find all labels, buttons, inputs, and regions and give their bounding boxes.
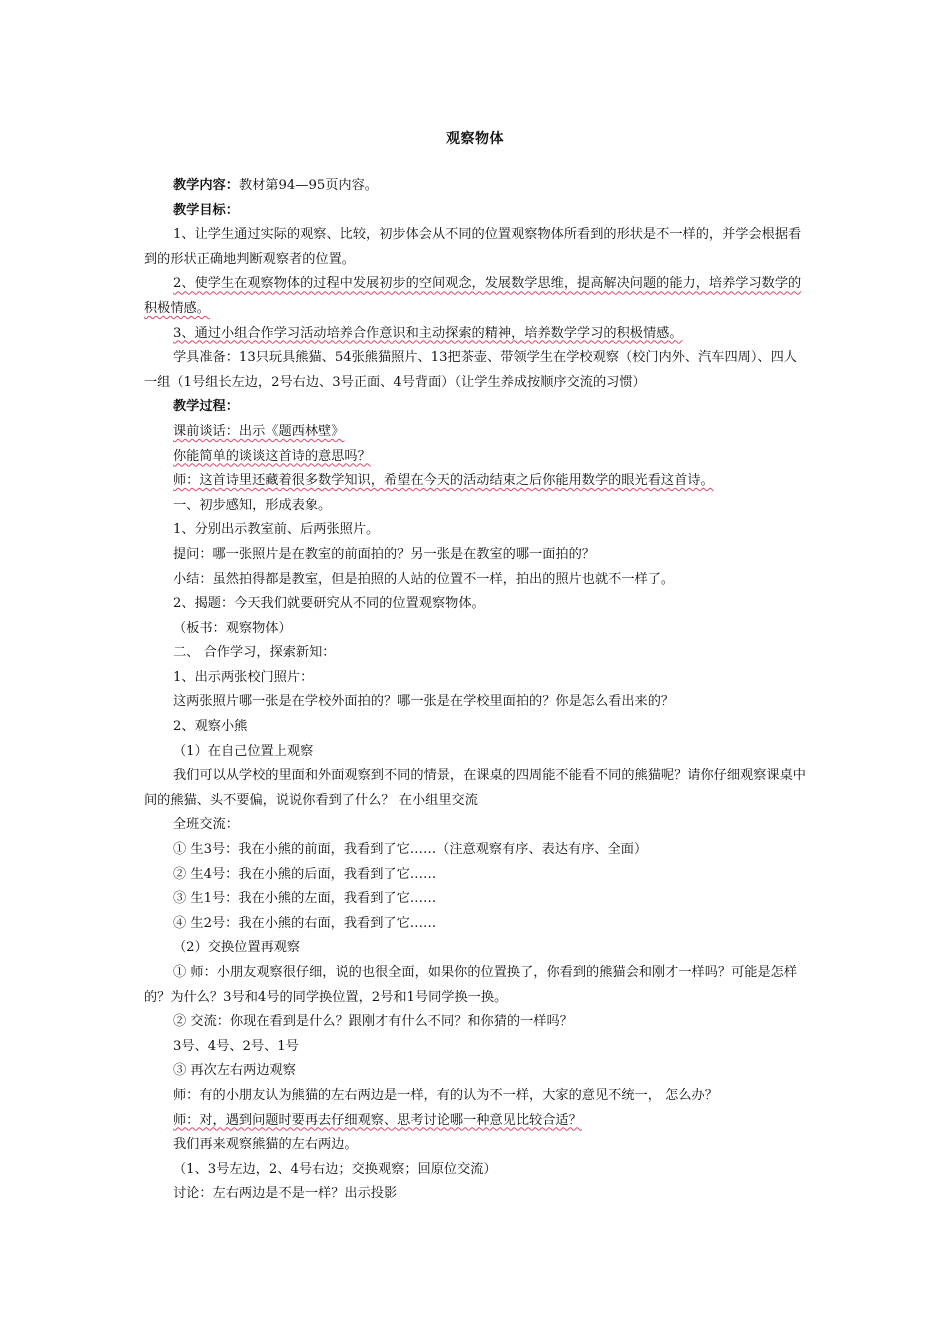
- line-16: ① 生3号：我在小熊的前面，我看到了它……（注意观察有序、表达有序、全面）: [173, 842, 648, 858]
- goal-3: [144, 322, 810, 347]
- goals-heading: 教学目标：: [173, 202, 239, 218]
- goal-3-text: 3、通过小组合作学习活动培养合作意识和主动探索的精神，培养数学学习的积极情感。: [173, 325, 683, 341]
- line-26: 师：对，遇到问题时要再去仔细观察、思考讨论哪一种意见比较合适？: [173, 1112, 582, 1128]
- document-body: [144, 174, 810, 1207]
- line-23: 3号、4号、2号、1号: [173, 1038, 299, 1054]
- line-9: 二、 合作学习，探索新知：: [173, 645, 336, 661]
- goal-2-text: 2、使学生在观察物体的过程中发展初步的空间观念，发展数学思维，提高解决问题的能力，培养学习数学的积极情感。: [144, 276, 802, 316]
- process-heading: 教学过程：: [173, 399, 239, 415]
- line-3: 一、初步感知，形成表象。: [173, 497, 332, 513]
- line-8: （板书：观察物体）: [173, 620, 292, 636]
- line-7: 2、揭题：今天我们就要研究从不同的位置观察物体。: [173, 596, 485, 612]
- line-10: 1、出示两张校门照片：: [173, 669, 314, 685]
- line-24: ③ 再次左右两边观察: [173, 1063, 296, 1079]
- document-title: 观察物体: [446, 131, 504, 147]
- line-2: 师：这首诗里还藏着很多数学知识，希望在今天的活动结束之后你能用数学的眼光看这首诗。: [173, 473, 714, 489]
- goal-2: [144, 272, 810, 321]
- line-28: （1、3号左边，2、4号右边；交换观察；回原位交流）: [173, 1161, 497, 1177]
- line-25: 师：有的小朋友认为熊猫的左右两边是一样，有的认为不一样，大家的意见不统一， 怎么办？: [173, 1087, 718, 1103]
- line-4: 1、分别出示教室前、后两张照片。: [173, 522, 380, 538]
- line-22: ② 交流：你现在看到是什么？跟刚才有什么不同？和你猜的一样吗？: [173, 1014, 573, 1030]
- line-5: 提问：哪一张照片是在教室的前面拍的？另一张是在教室的哪一面拍的？: [173, 546, 595, 562]
- content-label: 教学内容：: [173, 178, 239, 193]
- line-0: 课前谈话：出示《题西林壁》: [173, 423, 345, 439]
- line-19: ④ 生2号：我在小熊的右面，我看到了它……: [173, 915, 437, 931]
- line-13: （1）在自己位置上观察: [173, 743, 314, 759]
- line-17: ② 生4号：我在小熊的后面，我看到了它……: [173, 866, 437, 882]
- line-14: 我们可以从学校的里面和外面观察到不同的情景，在课桌的四周能不能看不同的熊猫呢？请你仔细观察课桌中间的熊猫、头不要偏，说说你看到了什么？ 在小组里交流: [144, 768, 806, 808]
- line-20: （2）交换位置再观察: [173, 940, 301, 956]
- content-text: 教材第94—95页内容。: [238, 178, 378, 193]
- materials-prep: 学具准备：13只玩具熊猫、54张熊猫照片、13把茶壶、带领学生在学校观察（校门内外、汽车四周）、四人一组（1号组长左边，2号右边、3号正面、4号背面）（让学生养成按顺序交流的习惯）: [144, 350, 797, 390]
- line-12: 2、观察小熊: [173, 719, 248, 735]
- content-paragraph: [144, 174, 810, 199]
- line-1: 你能简单的谈谈这首诗的意思吗？: [173, 448, 371, 464]
- line-11: 这两张照片哪一张是在学校外面拍的？哪一张是在学校里面拍的？你是怎么看出来的？: [173, 694, 675, 710]
- goal-1: 1、让学生通过实际的观察、比较，初步体会从不同的位置观察物体所看到的形状是不一样的，并学会根据看到的形状正确地判断观察者的位置。: [144, 227, 802, 267]
- line-15: 全班交流：: [173, 817, 239, 833]
- line-27: 我们再来观察熊猫的左右两边。: [173, 1137, 358, 1153]
- line-29: 讨论：左右两边是不是一样？出示投影: [173, 1186, 398, 1202]
- line-18: ③ 生1号：我在小熊的左面，我看到了它……: [173, 891, 437, 907]
- line-6: 小结：虽然拍得都是教室，但是拍照的人站的位置不一样，拍出的照片也就不一样了。: [173, 571, 675, 587]
- line-21: ① 师：小朋友观察很仔细，说的也很全面，如果你的位置换了，你看到的熊猫会和刚才一样吗？可能是怎样的？为什么？3号和4号的同学换位置，2号和1号同学换一换。: [144, 965, 798, 1005]
